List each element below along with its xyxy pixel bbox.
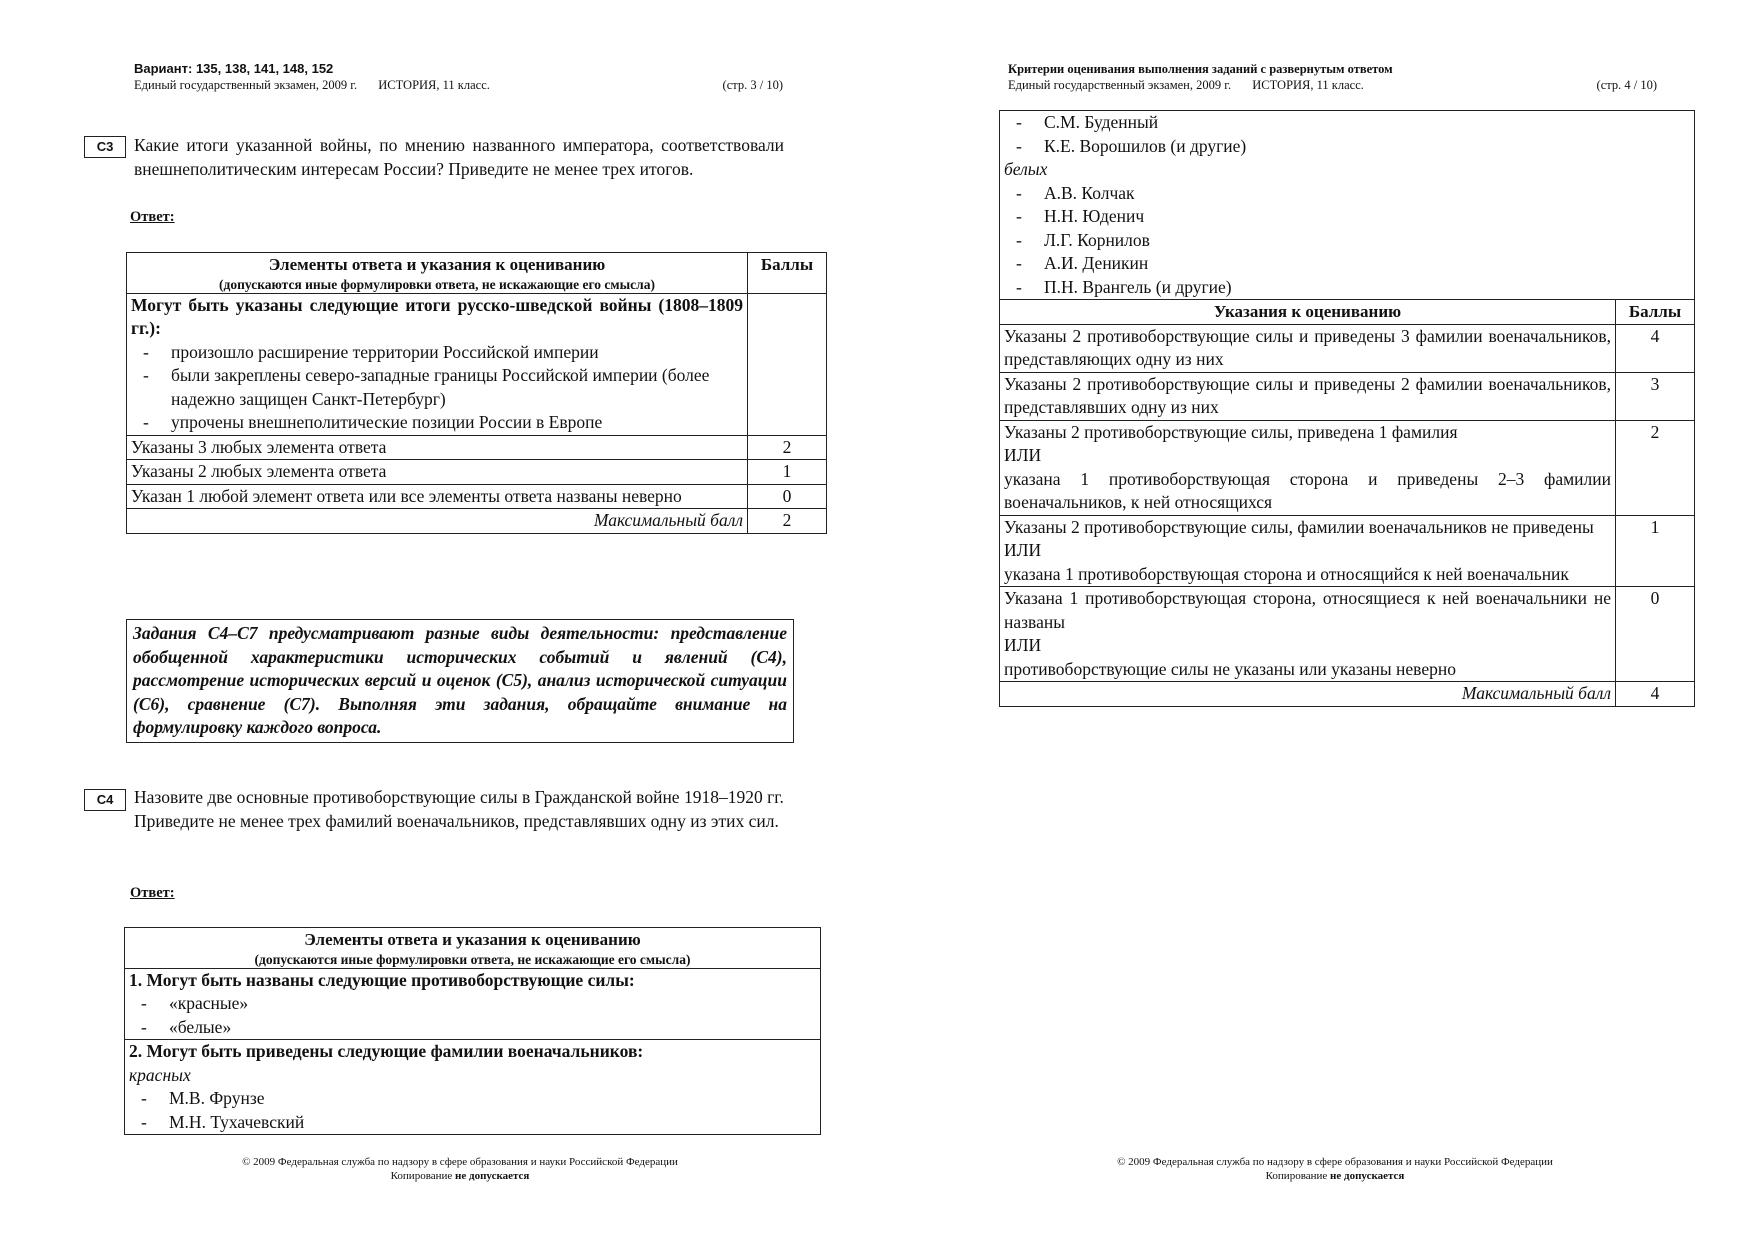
page-header: [1008, 61, 1657, 93]
table-row: Указан 1 любой элемент ответа или все элементы ответа названы неверно 0: [127, 484, 827, 509]
right-page: [873, 0, 1747, 1239]
list-item: - С.М. Буденный: [1016, 111, 1690, 135]
footer: © 2009 Федеральная служба по надзору в сфере образования и науки Российской Федерации Копирование не допускается: [242, 1156, 678, 1182]
variant-line: Вариант: 135, 138, 141, 148, 152: [134, 61, 334, 76]
table-row: Указаны 2 противоборствующие силы и приведены 2 фамилии военачальников, представлявших одну из них 3: [1000, 372, 1695, 420]
list-item: - были закреплены северо-западные границы Российской империи (более надежно защищен Санкт-Петербург): [143, 364, 743, 411]
criteria-header: Указания к оцениванию: [1000, 300, 1616, 325]
table-row: Указаны 3 любых элемента ответа 2: [127, 435, 827, 460]
answer-intro: Могут быть указаны следующие итоги русско-шведской войны (1808–1809 гг.):: [131, 294, 743, 338]
answer-label: Ответ:: [130, 209, 175, 225]
task-c3-question: Какие итоги указанной войны, по мнению названного императора, соответствовали внешнеполитическим интересам России? Приведите не менее трех итогов.: [134, 135, 784, 179]
table-row: Указаны 2 противоборствующие силы, приведена 1 фамилия ИЛИ указана 1 противоборствующая сторона и приведены 2–3 фамилии военачальников, к ней относящихся 2: [1000, 420, 1695, 515]
points-header: Баллы: [748, 253, 827, 294]
list-item: - Н.Н. Юденич: [1016, 205, 1690, 229]
list-item: - Л.Г. Корнилов: [1016, 229, 1690, 253]
table-row: Указаны 2 любых элемента ответа 1: [127, 460, 827, 485]
table-row: Указаны 2 противоборствующие силы и приведены 3 фамилии военачальников, представляющих одну из них 4: [1000, 324, 1695, 372]
footer: © 2009 Федеральная служба по надзору в сфере образования и науки Российской Федерации Копирование не допускается: [1117, 1156, 1553, 1182]
exam-title: Единый государственный экзамен, 2009 г.: [134, 78, 358, 92]
max-score-row: Максимальный балл 4: [1000, 682, 1695, 707]
task-c4-question: Назовите две основные противоборствующие силы в Гражданской войне 1918–1920 гг. Приведите не менее трех фамилий военачальников, представлявших одну из этих сил.: [134, 787, 784, 831]
list-item: - «красные»: [141, 992, 816, 1016]
instructions-note: Задания С4–С7 предусматривают разные виды деятельности: представление обобщенной характеристики исторических событий и явлений (С4), рассмотрение исторических версий и оценок (С5), анализ исторической ситуации (С6), сравнение (С7). Выполняя эти задания, обращайте внимание на формулировку каждого вопроса.: [126, 619, 794, 743]
page-number: (стр. 4 / 10): [1596, 78, 1657, 92]
subject-title: ИСТОРИЯ, 11 класс.: [1252, 78, 1364, 92]
table-header-sub: (допускаются иные формулировки ответа, не искажающие его смысла): [219, 276, 655, 292]
subject-title: ИСТОРИЯ, 11 класс.: [378, 78, 490, 92]
list-item: - М.В. Фрунзе: [141, 1087, 816, 1111]
list-item: - М.Н. Тухачевский: [141, 1111, 816, 1135]
list-item: - «белые»: [141, 1016, 816, 1040]
list-item: - А.В. Колчак: [1016, 182, 1690, 206]
points-header: Баллы: [1616, 300, 1695, 325]
table-row: Указаны 2 противоборствующие силы, фамилии военачальников не приведены ИЛИ указана 1 противоборствующая сторона и относящийся к ней военачальник 1: [1000, 515, 1695, 587]
list-item: - К.Е. Ворошилов (и другие): [1016, 135, 1690, 159]
criteria-title: Критерии оценивания выполнения заданий с развернутым ответом: [1008, 62, 1393, 76]
page-number: (стр. 3 / 10): [722, 78, 783, 92]
list-item: - П.Н. Врангель (и другие): [1016, 276, 1690, 300]
commanders-cell: 2. Могут быть приведены следующие фамилии военачальников: красных - М.В. Фрунзе - М.Н. Тухачевский: [125, 1040, 821, 1135]
table-row: Указана 1 противоборствующая сторона, относящиеся к ней военачальники не названы ИЛИ противоборствующие силы не указаны или указаны неверно 0: [1000, 587, 1695, 682]
c4-criteria-table: [999, 110, 1695, 707]
c4-answer-table: [124, 927, 821, 1135]
answer-elements: [127, 293, 748, 435]
table-header: Элементы ответа и указания к оцениванию (допускаются иные формулировки ответа, не искажающие его смысла): [127, 253, 748, 294]
max-score-row: Максимальный балл 2: [127, 509, 827, 534]
c3-answer-table: [126, 252, 827, 534]
page-header: [134, 61, 783, 93]
forces-cell: 1. Могут быть названы следующие противоборствующие силы: - «красные» - «белые»: [125, 968, 821, 1040]
answer-label: Ответ:: [130, 885, 175, 901]
left-page: [0, 0, 873, 1239]
task-code-c4: C4: [84, 789, 126, 811]
exam-title: Единый государственный экзамен, 2009 г.: [1008, 78, 1232, 92]
task-code-c3: C3: [84, 136, 126, 158]
table-header: Элементы ответа и указания к оцениванию (допускаются иные формулировки ответа, не искажающие его смысла): [125, 928, 821, 969]
table-header-sub: (допускаются иные формулировки ответа, не искажающие его смысла): [254, 951, 691, 967]
list-item: - упрочены внешнеполитические позиции России в Европе: [143, 411, 743, 435]
list-item: - произошло расширение территории Российской империи: [143, 341, 743, 365]
list-item: - А.И. Деникин: [1016, 252, 1690, 276]
commanders-continued: - С.М. Буденный - К.Е. Ворошилов (и другие) белых - А.В. Колчак - Н.Н. Юденич - Л.Г. Корнилов - А.И. Деникин - П.Н. Врангель (и другие): [1000, 111, 1695, 300]
